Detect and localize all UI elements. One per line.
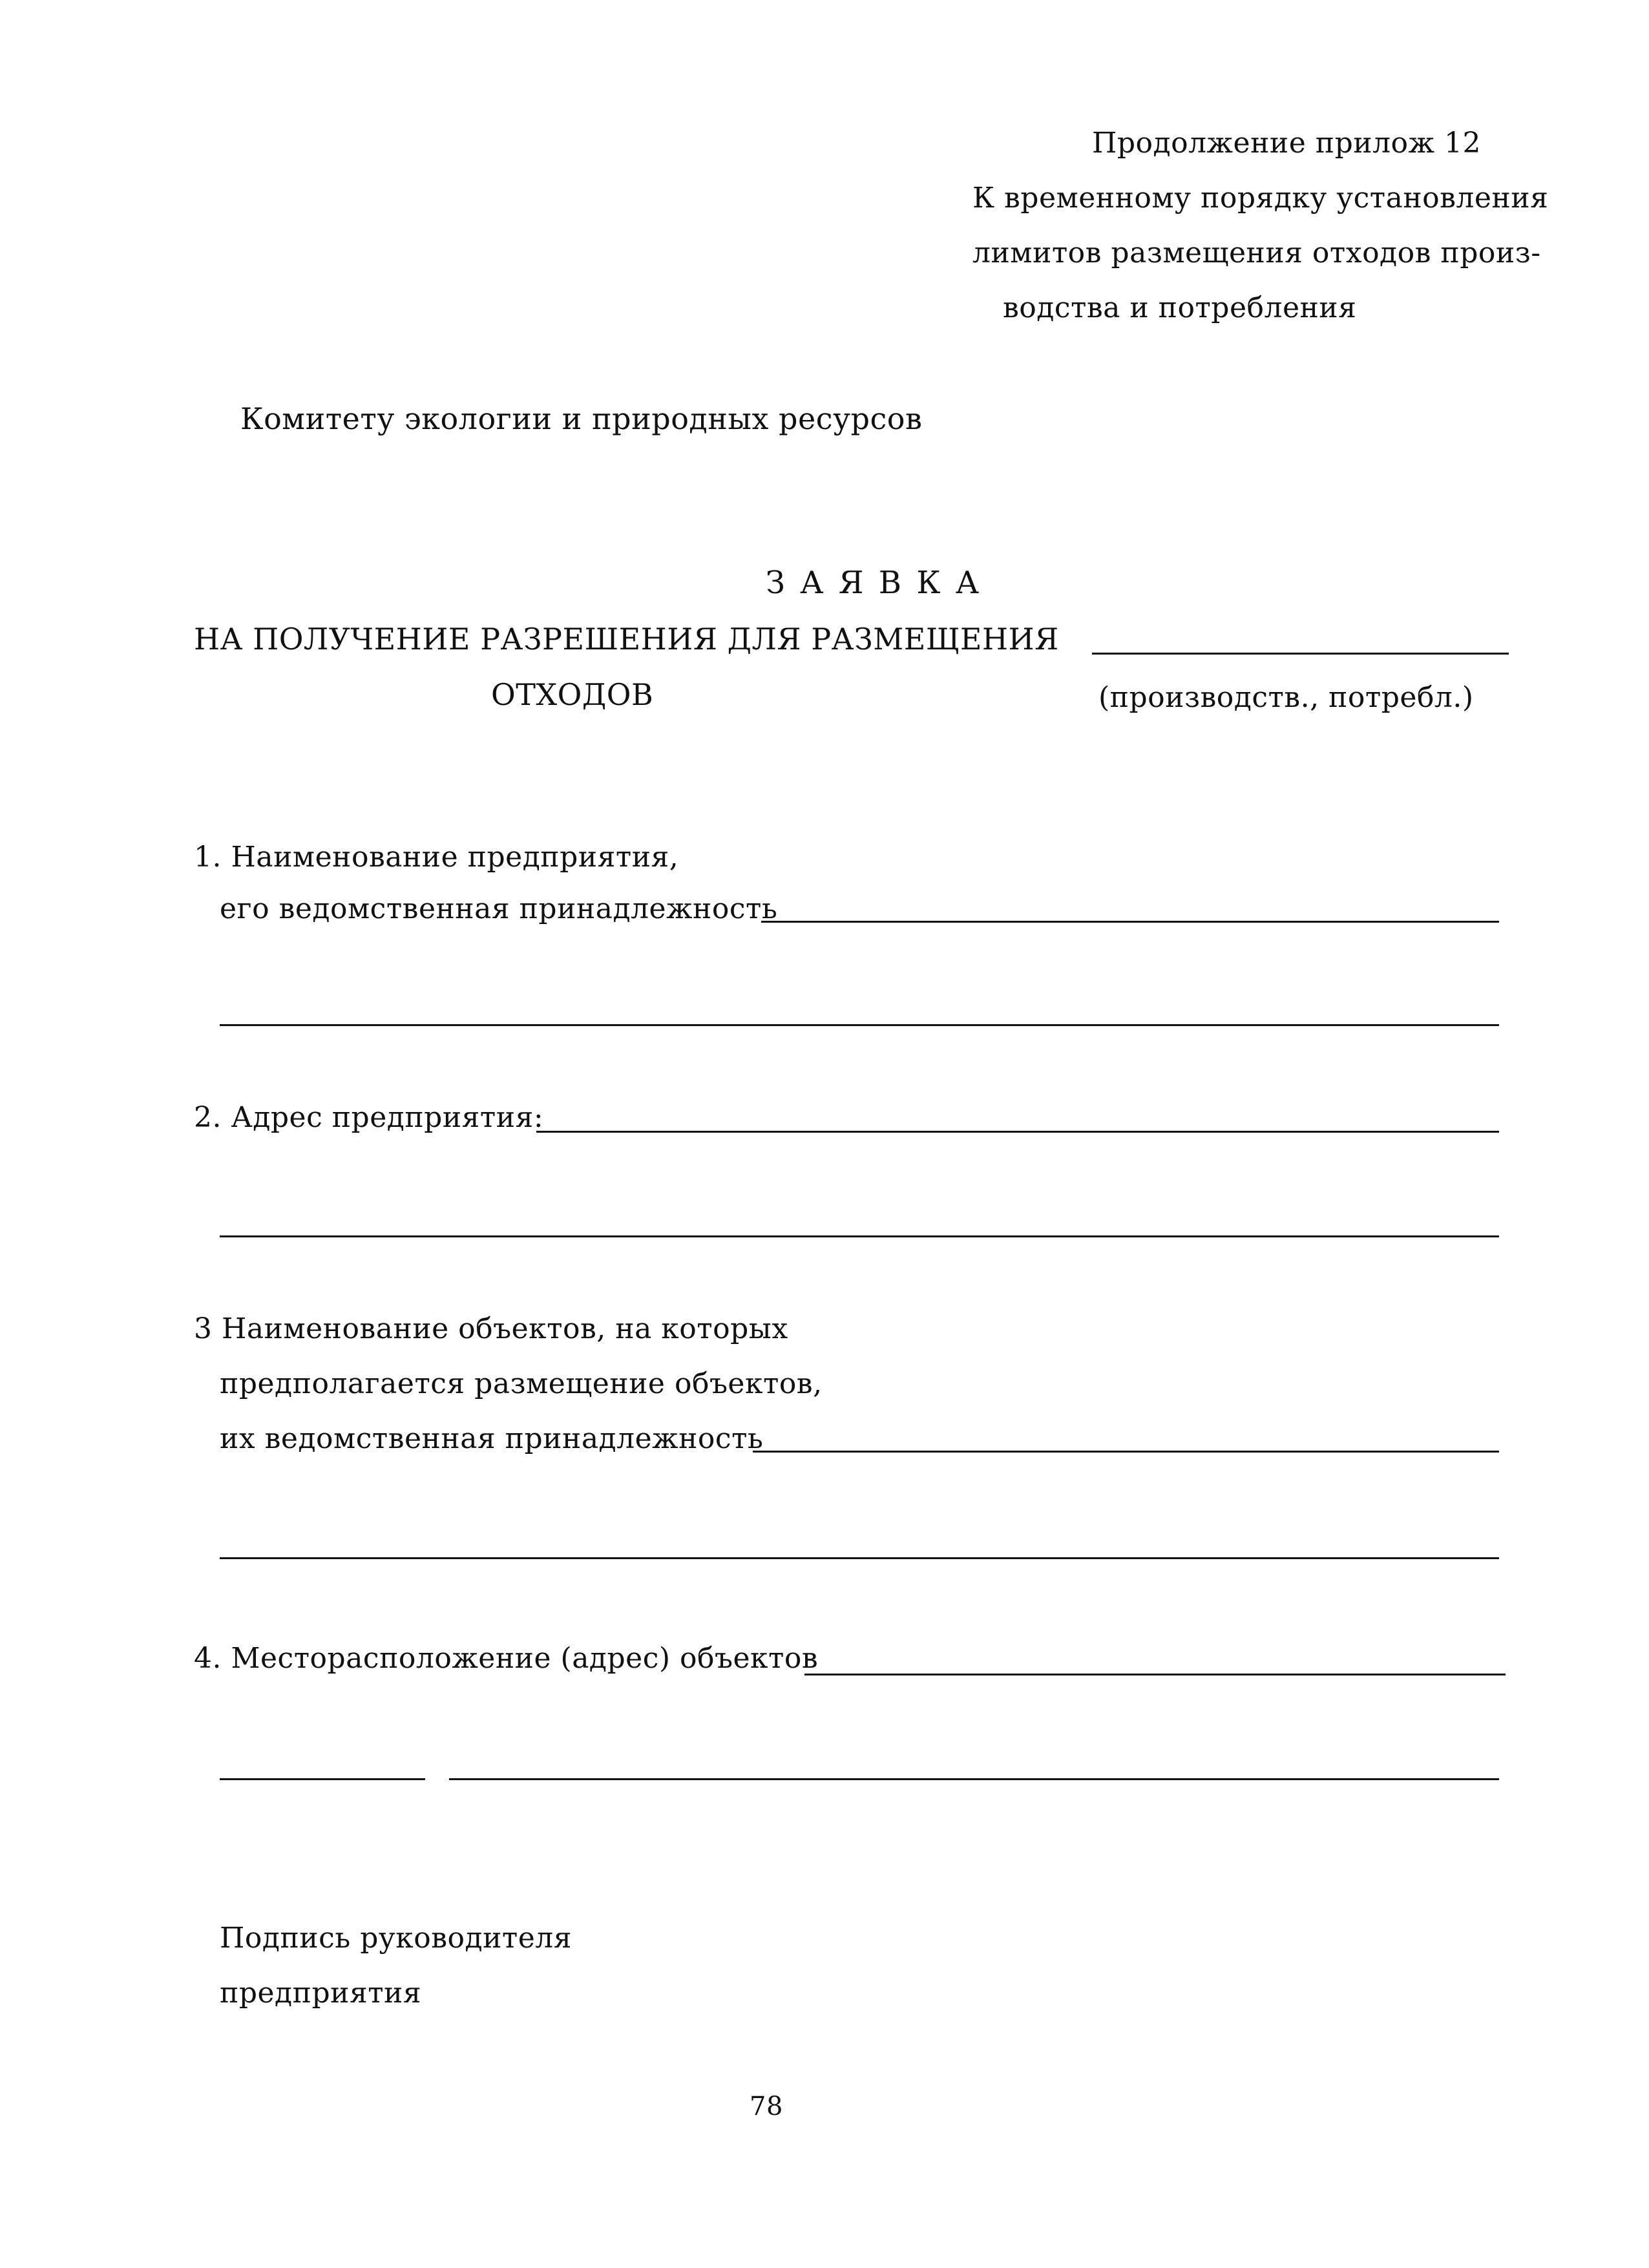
field-1-line-extra[interactable] (220, 1024, 1499, 1026)
field-3-label-cont-1: предполагается размещение объектов, (220, 1367, 823, 1400)
page-number: 78 (750, 2092, 783, 2121)
field-4-line[interactable] (804, 1674, 1506, 1675)
field-2-label: 2. Адрес предприятия: (194, 1101, 544, 1134)
field-3-label: 3 Наименование объектов, на которых (194, 1312, 788, 1345)
document-subtitle: НА ПОЛУЧЕНИЕ РАЗРЕШЕНИЯ ДЛЯ РАЗМЕЩЕНИЯ (194, 622, 1059, 656)
document-subtitle-line-2: ОТХОДОВ (491, 677, 654, 712)
appendix-reference-line-2: лимитов размещения отходов произ- (972, 236, 1541, 269)
field-3-label-cont-2: их ведомственная принадлежность (220, 1422, 764, 1455)
field-1-line[interactable] (761, 921, 1499, 923)
field-2-line-extra[interactable] (220, 1235, 1499, 1237)
waste-type-hint: (производств., потребл.) (1098, 681, 1474, 714)
document-title: З А Я В К А (766, 565, 982, 601)
appendix-continuation: Продолжение прилож 12 (1092, 127, 1481, 160)
field-4-label: 4. Месторасположение (адрес) объектов (194, 1642, 819, 1675)
waste-type-field-line[interactable] (1092, 653, 1509, 655)
field-3-line-extra[interactable] (220, 1557, 1499, 1559)
field-1-label-cont: его ведомственная принадлежность (220, 892, 778, 925)
field-2-line[interactable] (536, 1131, 1499, 1133)
appendix-reference-line-1: К временному порядку установления (972, 182, 1549, 215)
addressee: Комитету экологии и природных ресурсов (240, 401, 923, 436)
field-3-line[interactable] (753, 1451, 1499, 1453)
field-1-label: 1. Наименование предприятия, (194, 841, 679, 874)
signature-label: Подпись руководителя (220, 1922, 572, 1955)
appendix-reference-line-3: водства и потребления (1003, 291, 1357, 324)
field-4-line-extra-long[interactable] (449, 1778, 1499, 1780)
field-4-line-extra-short[interactable] (220, 1778, 425, 1780)
signature-label-cont: предприятия (220, 1977, 422, 2010)
